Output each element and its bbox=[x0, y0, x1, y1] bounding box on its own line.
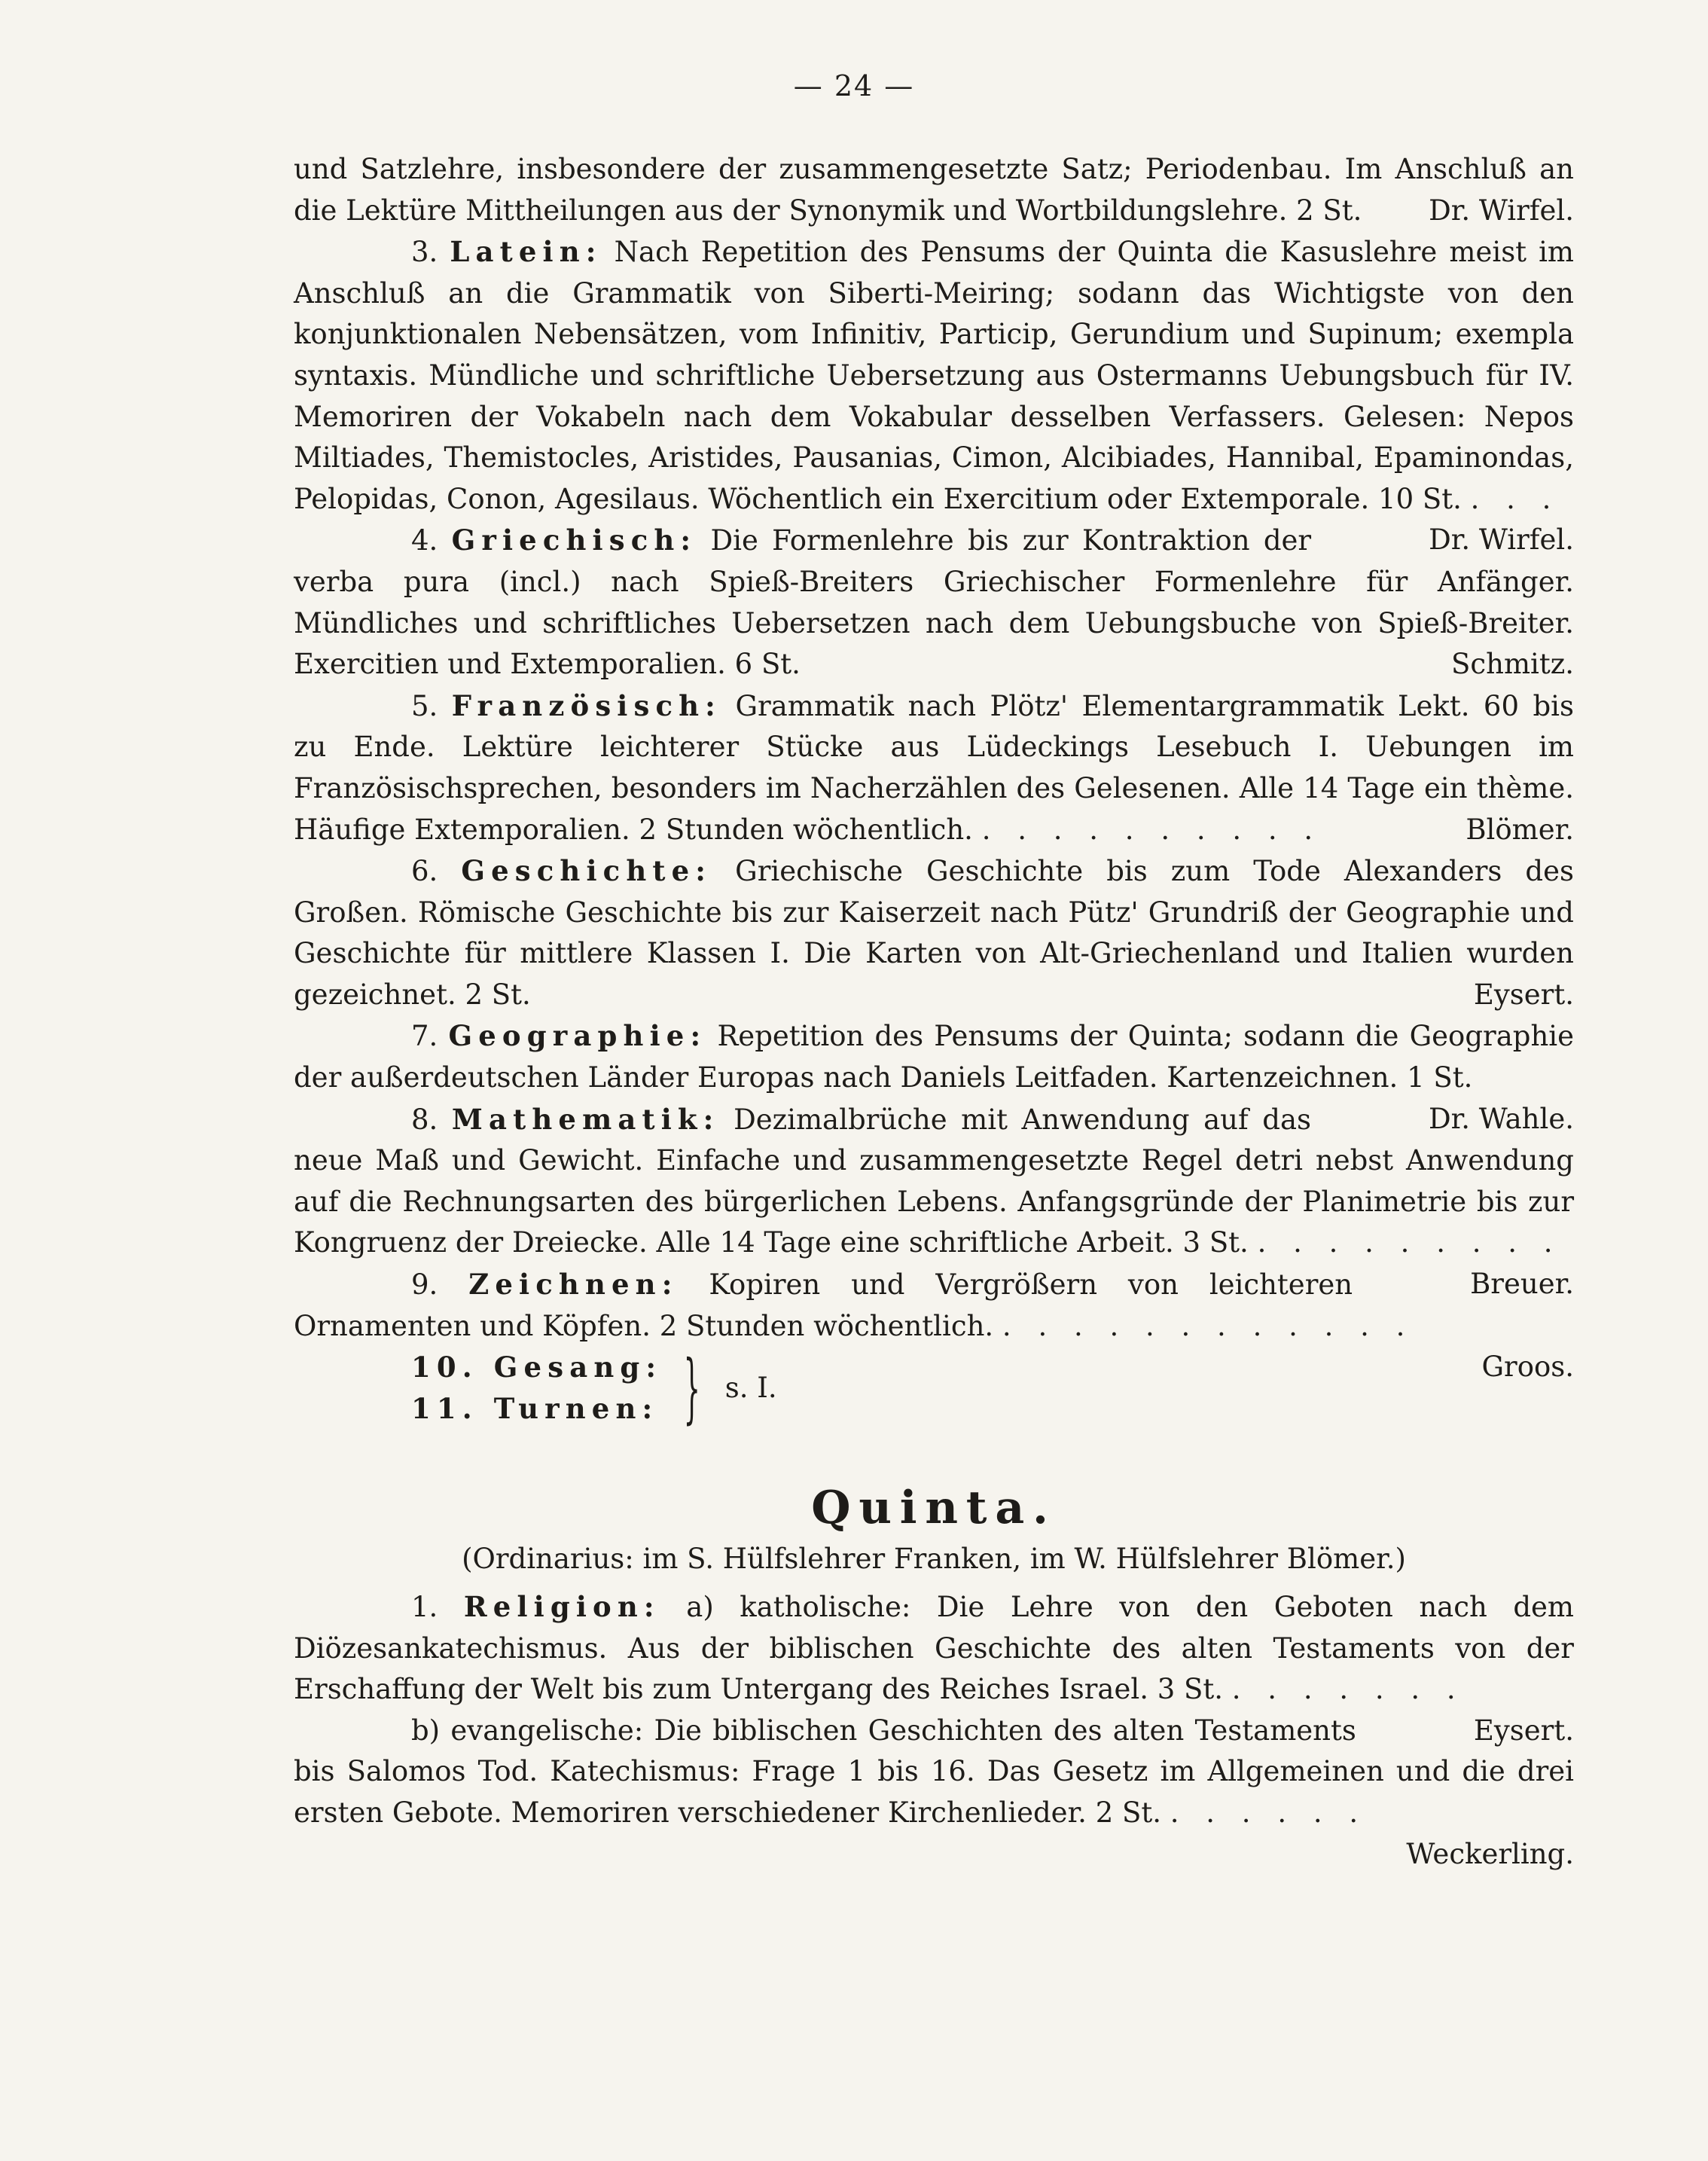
paragraph-text: und Satzlehre, insbesondere der zusammengesetzte Satz; Periodenbau. Im Anschluß an die Lektüre Mittheilungen aus der Synonymik und Wortbildungslehre. 2 St. bbox=[294, 153, 1574, 227]
subject-text: Dezimalbrüche mit Anwendung auf das neue Maß und Gewicht. Einfache und zusammengesetzte Regel detri nebst Anwendung auf die Rechnungsarten des bürgerlichen Lebens. Anfangsgründe der Planimetrie bis zur Kongruenz der Dreiecke. Alle 14 Tage eine schriftliche Arbeit. 3 St. bbox=[294, 1103, 1574, 1259]
subject-text: Kopiren und Vergrößern von leichteren Ornamenten und Köpfen. 2 Stunden wöchentlich. bbox=[294, 1268, 1353, 1342]
subject-number: 1. bbox=[411, 1591, 438, 1623]
dot-leaders: . . . . . . . . . . . . bbox=[1002, 1309, 1414, 1342]
teacher-name: Dr. Wirfel. bbox=[1429, 194, 1574, 227]
subject-name: Griechisch: bbox=[451, 523, 697, 557]
dot-leaders: . . . bbox=[1470, 482, 1560, 515]
grammar-paragraph bbox=[294, 149, 1574, 231]
dot-leaders: . . . . . . . bbox=[1231, 1673, 1465, 1706]
subject-number: 3. bbox=[411, 236, 438, 269]
brace-lines bbox=[411, 1347, 662, 1429]
subject-gesang: 10. Gesang: bbox=[411, 1351, 663, 1384]
teacher-name: Weckerling. bbox=[1406, 1837, 1574, 1870]
subject-name: Französisch: bbox=[451, 688, 721, 722]
subject-text: Nach Repetition des Pensums der Quinta die Kasuslehre meist im Anschluß an die Grammatik von Siberti-Meiring; sodann das Wichtigste von den konjunktionalen Nebensätzen, vom Infinitiv, Particip, Gerundium und Supinum; exempla syntaxis. Mündliche und schriftliche Uebersetzung aus Ostermanns Uebungsbuch für IV. Memoriren der Vokabeln nach dem Vokabular desselben Verfassers. Gelesen: Nepos Miltiades, Themistocles, Aristides, Pausanias, Cimon, Alcibiades, Hannibal, Epaminondas, Pelopidas, Conon, Agesilaus. Wöchentlich ein Exercitium oder Extemporale. 10 St. bbox=[294, 236, 1575, 515]
section-title: Quinta. bbox=[811, 1482, 1057, 1535]
gesang-turnen-block bbox=[411, 1343, 1364, 1432]
subject-text: Griechische Geschichte bis zum Tode Alexanders des Großen. Römische Geschichte bis zur Kaiserzeit nach Pütz' Grundriß der Geographie und Geschichte für mittlere Klassen I. Die Karten von Alt-Griechenland und Italien wurden gezeichnet. 2 St. bbox=[294, 855, 1575, 1011]
subject-number: 5. bbox=[411, 689, 438, 722]
subject-name: Latein: bbox=[450, 235, 602, 269]
brace-reference: s. I. bbox=[724, 1371, 777, 1404]
section-ordinarius: (Ordinarius: im S. Hülfslehrer Franken, im W. Hülfslehrer Blömer.) bbox=[462, 1543, 1406, 1576]
subject-name: Geschichte: bbox=[461, 854, 712, 888]
brace-glyph: } bbox=[683, 1343, 701, 1432]
subject-text: Die Formenlehre bis zur Kontraktion der verba pura (incl.) nach Spieß-Breiters Griechischer Formenlehre für Anfänger. Mündliches und schriftliches Uebersetzen nach dem Uebungsbuche von Spieß-Breiter. Exercitien und Extemporalien. 6 St. bbox=[294, 524, 1574, 681]
teacher-name: Blömer. bbox=[1466, 813, 1574, 846]
religion-catholic-text: a) katholische: Die Lehre von den Geboten nach dem Diözesankatechismus. Aus der biblischen Geschichte des alten Testaments von der Erschaffung der Welt bis zum Untergang des Reiches Israel. 3 St. bbox=[294, 1591, 1575, 1706]
teacher-name: Eysert. bbox=[1473, 1714, 1574, 1747]
religion-evangelical-text: b) evangelische: Die biblischen Geschichten des alten Testaments bis Salomos Tod. Katechismus: Frage 1 bis 16. Das Gesetz im Allgemeinen und die drei ersten Gebote. Memoriren verschiedener Kirchenlieder. 2 St. bbox=[294, 1714, 1574, 1829]
subject-geschichte bbox=[294, 850, 1574, 1015]
teacher-name: Groos. bbox=[1481, 1351, 1574, 1384]
subject-number: 6. bbox=[411, 855, 438, 888]
dot-leaders: . . . . . . bbox=[1170, 1796, 1368, 1829]
subject-franzoesisch bbox=[294, 685, 1574, 850]
dot-leaders: . . . . . . . . . bbox=[1257, 1226, 1562, 1259]
subject-number: 9. bbox=[411, 1268, 438, 1302]
subject-text: Repetition des Pensums der Quinta; sodann die Geographie der außerdeutschen Länder Europas nach Daniels Leitfaden. Kartenzeichnen. 1 St. bbox=[294, 1020, 1575, 1094]
teacher-name: Dr. Wirfel. bbox=[1429, 523, 1574, 557]
subject-name: Mathematik: bbox=[451, 1102, 720, 1136]
teacher-name: Dr. Wahle. bbox=[1428, 1102, 1574, 1135]
subject-text: Grammatik nach Plötz' Elementargrammatik Lekt. 60 bis zu Ende. Lektüre leichterer Stücke aus Lüdeckings Lesebuch I. Uebungen im Französischsprechen, besonders im Nacherzählen des Gelesenen. Alle 14 Tage ein thème. Häufige Extemporalien. 2 Stunden wöchentlich. bbox=[294, 689, 1574, 846]
teacher-name: Eysert. bbox=[1473, 978, 1574, 1011]
page-number: — 24 — bbox=[793, 69, 915, 102]
dot-leaders: . . . . . . . . . . bbox=[981, 813, 1322, 846]
teacher-name: Schmitz. bbox=[1451, 648, 1574, 681]
subject-number: 7. bbox=[411, 1020, 438, 1053]
body-text bbox=[294, 149, 1574, 1875]
teacher-name: Breuer. bbox=[1470, 1268, 1574, 1301]
subject-number: 8. bbox=[411, 1103, 438, 1136]
subject-name: Zeichnen: bbox=[468, 1268, 679, 1302]
subject-turnen: 11. Turnen: bbox=[411, 1391, 659, 1425]
subject-number: 4. bbox=[411, 524, 438, 557]
subject-name: Geographie: bbox=[448, 1019, 707, 1053]
subject-name: Religion: bbox=[463, 1590, 660, 1623]
subject-religion bbox=[294, 1586, 1575, 1747]
